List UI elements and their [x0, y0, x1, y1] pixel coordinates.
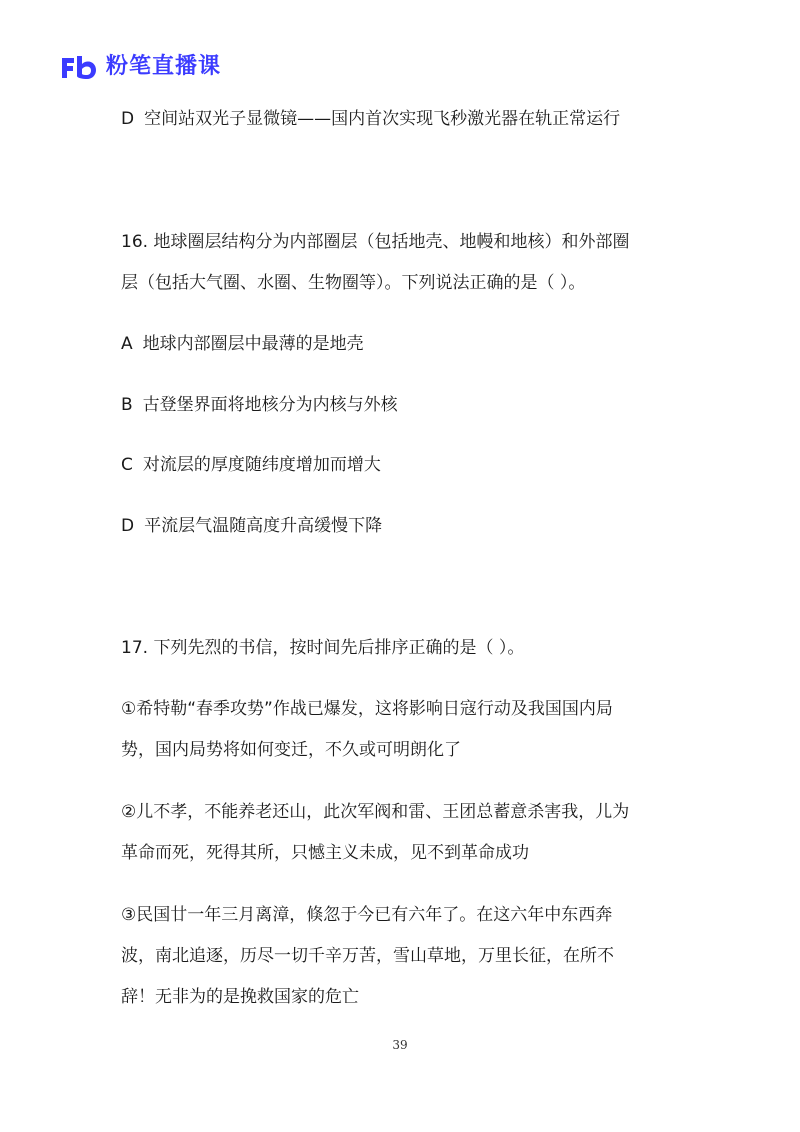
q17-item-3-line-2: 波，南北追逐，历尽一切千辛万苦，雪山草地，万里长征，在所不: [121, 946, 614, 966]
q17-item-1-line-2: 势，国内局势将如何变迁，不久或可明朗化了: [121, 740, 461, 760]
option-letter: D: [121, 109, 135, 129]
q16-option-d: [121, 514, 382, 538]
fb-logo-icon: [60, 54, 98, 80]
option-letter: D: [121, 516, 135, 536]
q16-option-a: [121, 332, 364, 356]
page-number: 39: [392, 1038, 408, 1052]
option-text: 地球内部圈层中最薄的是地壳: [142, 334, 364, 354]
q17-stem: 17. 下列先烈的书信，按时间先后排序正确的是（ ）。: [121, 638, 525, 658]
q17-item-3-line-1: ③民国廿一年三月离漳，倏忽于今已有六年了。在这六年中东西奔: [121, 905, 613, 925]
q16-option-b: [121, 393, 398, 417]
option-letter: C: [121, 455, 133, 475]
brand-logo: [60, 52, 221, 82]
q16-option-c: [121, 453, 381, 477]
q16-stem-line-2: 层（包括大气圈、水圈、生物圈等）。下列说法正确的是（ ）。: [121, 273, 586, 293]
option-letter: B: [121, 395, 133, 415]
q16-stem-line-1: 16. 地球圈层结构分为内部圈层（包括地壳、地幔和地核）和外部圈: [121, 232, 630, 252]
q17-item-2-line-2: 革命而死，死得其所，只憾主义未成，见不到革命成功: [121, 843, 529, 863]
option-letter: A: [121, 334, 133, 354]
q17-item-3-line-3: 辞！无非为的是挽救国家的危亡: [121, 987, 359, 1007]
option-text: 古登堡界面将地核分为内核与外核: [142, 395, 398, 415]
option-text: 平流层气温随高度升高缓慢下降: [144, 516, 383, 536]
option-text: 对流层的厚度随纬度增加而增大: [142, 455, 381, 475]
q17-item-1-line-1: ①希特勒“春季攻势”作战已爆发，这将影响日寇行动及我国国内局: [121, 699, 613, 719]
q15-option-d: [121, 107, 620, 131]
option-text: 空间站双光子显微镜——国内首次实现飞秒激光器在轨正常运行: [144, 109, 621, 129]
brand-name: 粉笔直播课: [106, 54, 222, 79]
q17-item-2-line-1: ②儿不孝，不能养老还山，此次军阀和雷、王团总蓄意杀害我，儿为: [121, 802, 630, 822]
